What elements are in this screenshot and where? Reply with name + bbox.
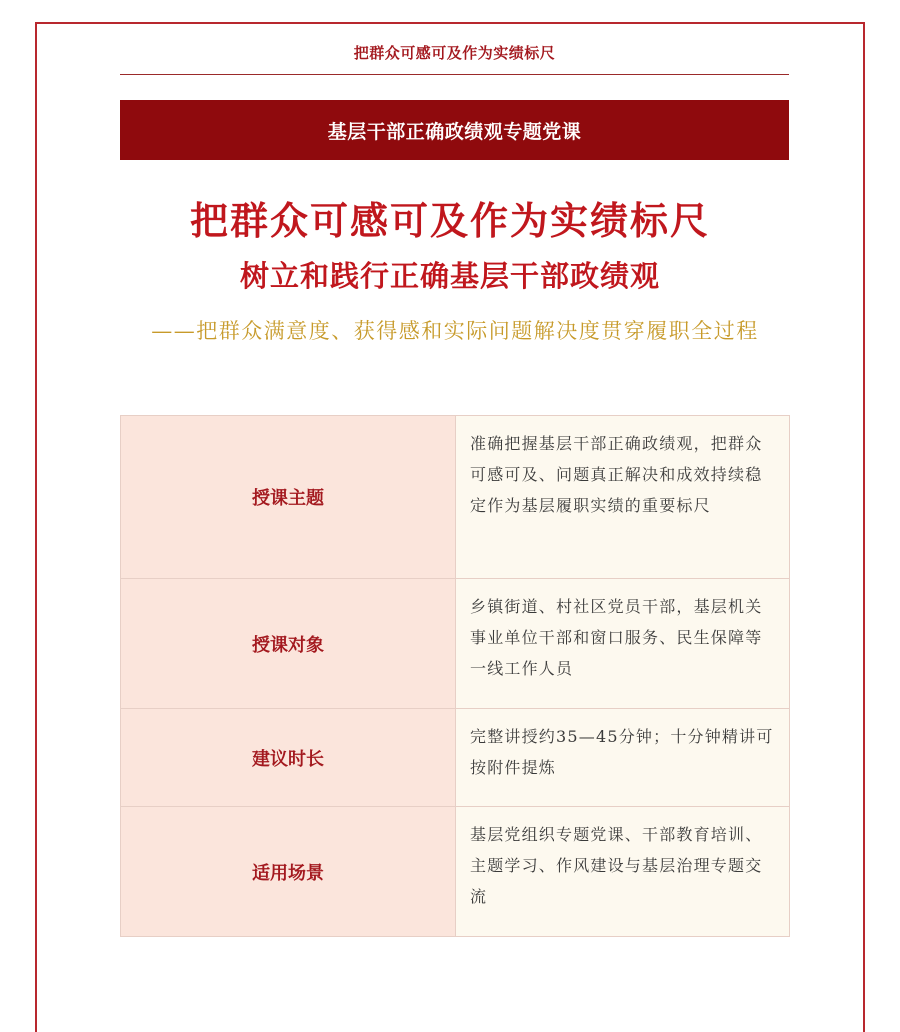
row-label-duration: 建议时长 — [121, 709, 456, 807]
row-content-scenario: 基层党组织专题党课、干部教育培训、主题学习、作风建设与基层治理专题交流 — [456, 807, 790, 937]
table-row-duration — [121, 709, 790, 807]
header-divider — [120, 74, 789, 75]
banner-text: 基层干部正确政绩观专题党课 — [327, 120, 582, 143]
table-row-scenario — [121, 807, 790, 937]
tagline: ——把群众满意度、获得感和实际问题解决度贯穿履职全过程 — [151, 319, 759, 343]
section-banner — [120, 100, 789, 160]
row-label-scenario: 适用场景 — [121, 807, 456, 937]
table-row-topic — [121, 416, 790, 579]
row-content-audience: 乡镇街道、村社区党员干部，基层机关事业单位干部和窗口服务、民生保障等一线工作人员 — [456, 579, 790, 709]
row-label-audience: 授课对象 — [121, 579, 456, 709]
row-content-topic: 准确把握基层干部正确政绩观，把群众可感可及、问题真正解决和成效持续稳定作为基层履职实绩的重要标尺 — [456, 416, 790, 579]
course-info-table — [120, 415, 790, 937]
table-row-audience — [121, 579, 790, 709]
row-label-topic: 授课主题 — [121, 416, 456, 579]
subtitle: 树立和践行正确基层干部政绩观 — [239, 259, 660, 293]
row-content-duration: 完整讲授约35—45分钟；十分钟精讲可按附件提炼 — [456, 709, 790, 807]
main-title: 把群众可感可及作为实绩标尺 — [189, 198, 710, 243]
running-header-title: 把群众可感可及作为实绩标尺 — [353, 44, 556, 62]
